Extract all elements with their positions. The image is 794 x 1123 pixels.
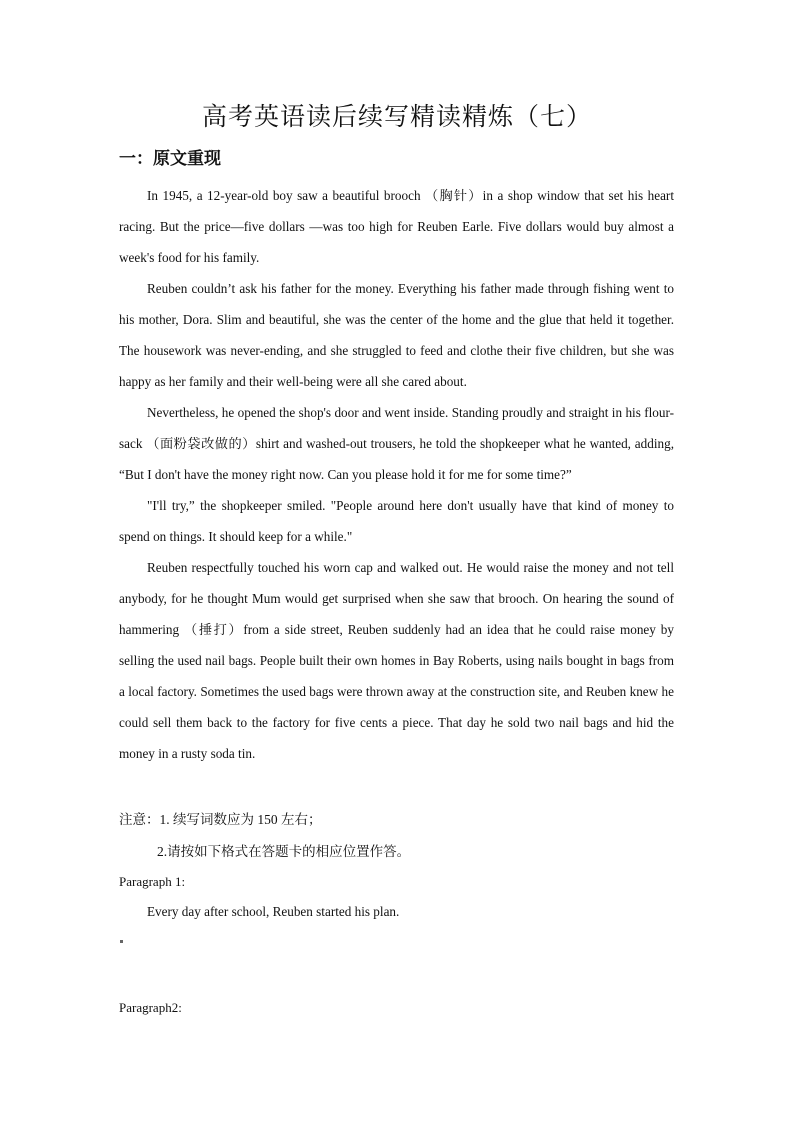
paragraph2-label: Paragraph2: xyxy=(119,1000,182,1015)
paragraph-1: In 1945, a 12-year-old boy saw a beautiful brooch （胸针）in a shop window that set his heart racing. But the price—five dollars —was too high for Reuben Earle. Five dollars would buy almost a week's food for his family. xyxy=(119,188,674,265)
paragraph-2: Reuben couldn’t ask his father for the money. Everything his father made through fishing went to his mother, Dora. Slim and beautiful, she was the center of the home and the glue that held it together. The housework was never-ending, and she struggled to feed and clothe their five children, but she was happy as her family and their well-being were all she cared about. xyxy=(119,281,674,389)
page-title: 高考英语读后续写精读精炼（七） xyxy=(201,104,592,131)
note-line-2: 2.请按如下格式在答题卡的相应位置作答。 xyxy=(157,844,411,859)
section-heading: 一：原文重现 xyxy=(119,149,221,168)
paragraph-3: Nevertheless, he opened the shop's door and went inside. Standing proudly and straight in his flour-sack （面粉袋改做的）shirt and washed-out trousers, he told the shopkeeper what he wanted, adding, “But I don't have the money right now. Can you please hold it for me for some time?” xyxy=(119,405,674,482)
original-text xyxy=(119,180,674,769)
note-line-1: 注意：1. 续写词数应为 150 左右； xyxy=(119,812,322,827)
paragraph-5: Reuben respectfully touched his worn cap and walked out. He would raise the money and not tell anybody, for he thought Mum would get surprised when she saw that brooch. On hearing the sound of hammering （捶打）from a side street, Reuben suddenly had an idea that he could raise money by selling the used nail bags. People built their own homes in Bay Roberts, using nails bought in bags from a local factory. Sometimes the used bags were thrown away at the construction site, and Reuben knew he could sell them back to the factory for five cents a piece. That day he sold two nail bags and hid the money in a rusty soda tin. xyxy=(119,560,674,761)
paragraph1-start-sentence: Every day after school, Reuben started his plan. xyxy=(147,904,400,919)
paragraph-4: "I'll try,” the shopkeeper smiled. "People around here don't usually have that kind of money to spend on things. It should keep for a while." xyxy=(119,498,674,544)
placeholder-dot xyxy=(120,940,123,943)
paragraph1-label: Paragraph 1: xyxy=(119,874,186,889)
